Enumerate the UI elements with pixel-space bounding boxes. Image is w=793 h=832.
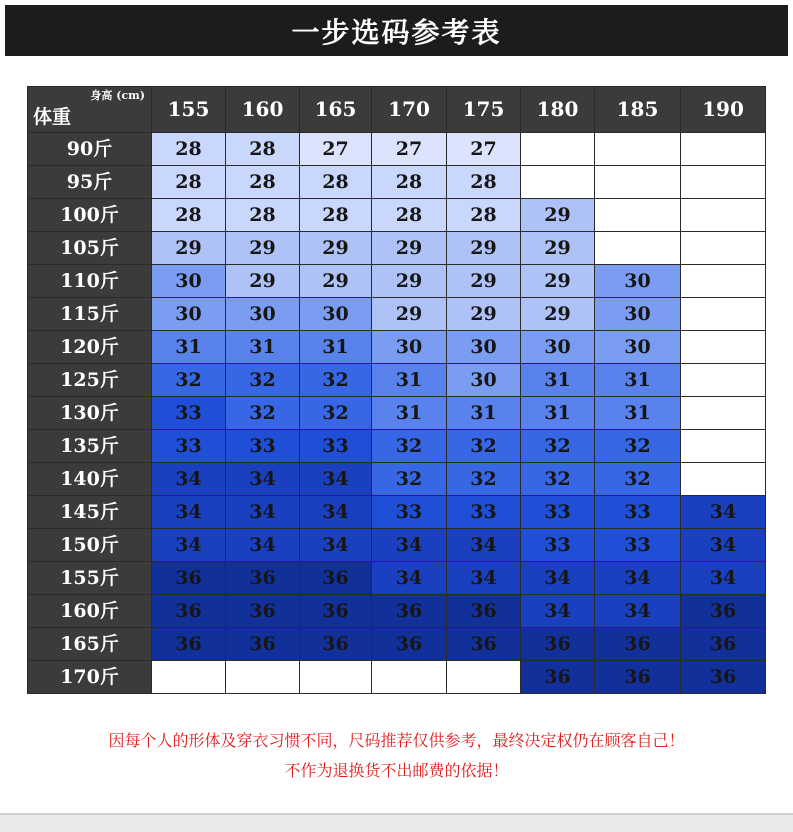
size-cell: 34 [521, 595, 595, 628]
size-cell: 32 [300, 364, 372, 397]
height-header-175: 175 [447, 87, 521, 133]
table-row [28, 529, 766, 562]
size-cell: 29 [521, 265, 595, 298]
size-cell: 33 [152, 430, 226, 463]
size-cell: 28 [226, 199, 300, 232]
table-row [28, 298, 766, 331]
size-cell: 28 [226, 133, 300, 166]
table-row [28, 364, 766, 397]
empty-cell [595, 199, 681, 232]
page-title: 一步选码参考表 [5, 5, 788, 56]
size-chart-table [27, 86, 766, 694]
empty-cell [681, 430, 766, 463]
size-cell: 28 [372, 199, 447, 232]
size-cell: 34 [152, 463, 226, 496]
empty-cell [681, 298, 766, 331]
size-cell: 34 [300, 529, 372, 562]
table-row [28, 199, 766, 232]
size-cell: 29 [521, 232, 595, 265]
empty-cell [681, 364, 766, 397]
size-cell: 32 [226, 397, 300, 430]
size-cell: 31 [447, 397, 521, 430]
weight-label: 160斤 [28, 595, 152, 628]
size-cell: 29 [447, 298, 521, 331]
size-cell: 36 [681, 661, 766, 694]
size-cell: 36 [372, 628, 447, 661]
size-cell: 34 [226, 463, 300, 496]
size-cell: 32 [595, 463, 681, 496]
size-cell: 31 [226, 331, 300, 364]
size-cell: 30 [300, 298, 372, 331]
size-cell: 34 [372, 529, 447, 562]
size-cell: 30 [447, 331, 521, 364]
size-cell: 33 [521, 529, 595, 562]
size-cell: 33 [595, 496, 681, 529]
weight-label: 135斤 [28, 430, 152, 463]
size-cell: 33 [595, 529, 681, 562]
size-cell: 28 [152, 199, 226, 232]
disclaimer-line-1: 因每个人的形体及穿衣习惯不同，尺码推荐仅供参考，最终决定权仍在顾客自己！ [108, 731, 685, 750]
size-cell: 31 [372, 397, 447, 430]
height-header-190: 190 [681, 87, 766, 133]
corner-header-cell [28, 87, 152, 133]
size-cell: 36 [152, 595, 226, 628]
size-cell: 31 [595, 364, 681, 397]
size-cell: 36 [152, 628, 226, 661]
size-cell: 36 [595, 628, 681, 661]
weight-label: 130斤 [28, 397, 152, 430]
size-cell: 29 [226, 232, 300, 265]
size-cell: 33 [521, 496, 595, 529]
size-cell: 30 [595, 298, 681, 331]
weight-label: 115斤 [28, 298, 152, 331]
size-cell: 34 [226, 529, 300, 562]
size-cell: 29 [447, 232, 521, 265]
empty-cell [681, 232, 766, 265]
size-cell: 31 [152, 331, 226, 364]
size-cell: 29 [300, 265, 372, 298]
table-row [28, 562, 766, 595]
size-cell: 32 [447, 463, 521, 496]
size-cell: 31 [521, 397, 595, 430]
size-cell: 33 [152, 397, 226, 430]
size-cell: 30 [152, 265, 226, 298]
size-cell: 29 [372, 265, 447, 298]
size-cell: 28 [372, 166, 447, 199]
height-header-row [28, 87, 766, 133]
empty-cell [681, 331, 766, 364]
weight-label: 105斤 [28, 232, 152, 265]
size-cell: 36 [521, 628, 595, 661]
empty-cell [681, 199, 766, 232]
size-cell: 30 [595, 331, 681, 364]
empty-cell [681, 133, 766, 166]
height-header-170: 170 [372, 87, 447, 133]
size-cell: 32 [521, 463, 595, 496]
size-cell: 34 [595, 562, 681, 595]
size-cell: 29 [521, 298, 595, 331]
size-cell: 32 [226, 364, 300, 397]
size-cell: 34 [447, 562, 521, 595]
size-cell: 30 [226, 298, 300, 331]
size-cell: 29 [521, 199, 595, 232]
size-cell: 34 [447, 529, 521, 562]
size-cell: 33 [447, 496, 521, 529]
height-header-155: 155 [152, 87, 226, 133]
empty-cell [521, 166, 595, 199]
height-axis-label: 身高 (cm) [90, 89, 145, 102]
height-header-185: 185 [595, 87, 681, 133]
empty-cell [681, 265, 766, 298]
size-cell: 27 [447, 133, 521, 166]
disclaimer-note [0, 726, 793, 786]
empty-cell [226, 661, 300, 694]
weight-label: 150斤 [28, 529, 152, 562]
table-row [28, 628, 766, 661]
disclaimer-line-2: 不作为退换货不出邮费的依据！ [284, 761, 509, 780]
weight-label: 120斤 [28, 331, 152, 364]
table-row [28, 595, 766, 628]
weight-axis-label: 体重 [33, 106, 72, 128]
size-cell: 31 [595, 397, 681, 430]
size-cell: 32 [372, 430, 447, 463]
weight-label: 145斤 [28, 496, 152, 529]
size-cell: 36 [681, 628, 766, 661]
weight-label: 90斤 [28, 133, 152, 166]
empty-cell [300, 661, 372, 694]
size-cell: 34 [681, 529, 766, 562]
empty-cell [595, 232, 681, 265]
size-cell: 30 [372, 331, 447, 364]
size-cell: 36 [226, 562, 300, 595]
size-cell: 32 [372, 463, 447, 496]
size-cell: 28 [300, 199, 372, 232]
weight-label: 100斤 [28, 199, 152, 232]
size-cell: 27 [300, 133, 372, 166]
size-cell: 36 [226, 595, 300, 628]
size-cell: 36 [372, 595, 447, 628]
empty-cell [152, 661, 226, 694]
size-cell: 36 [447, 628, 521, 661]
size-cell: 29 [372, 232, 447, 265]
table-row [28, 661, 766, 694]
size-cell: 36 [521, 661, 595, 694]
size-cell: 28 [152, 166, 226, 199]
empty-cell [595, 133, 681, 166]
size-cell: 36 [300, 628, 372, 661]
size-cell: 30 [521, 331, 595, 364]
size-cell: 36 [300, 562, 372, 595]
size-cell: 36 [447, 595, 521, 628]
size-cell: 31 [300, 331, 372, 364]
size-cell: 31 [372, 364, 447, 397]
empty-cell [681, 463, 766, 496]
empty-cell [595, 166, 681, 199]
table-row [28, 166, 766, 199]
size-cell: 34 [152, 529, 226, 562]
size-cell: 34 [300, 496, 372, 529]
table-row [28, 397, 766, 430]
size-cell: 29 [152, 232, 226, 265]
weight-label: 155斤 [28, 562, 152, 595]
table-row [28, 133, 766, 166]
size-cell: 34 [226, 496, 300, 529]
weight-label: 170斤 [28, 661, 152, 694]
size-cell: 33 [372, 496, 447, 529]
size-cell: 27 [372, 133, 447, 166]
size-cell: 32 [300, 397, 372, 430]
size-cell: 36 [595, 661, 681, 694]
size-cell: 32 [152, 364, 226, 397]
size-cell: 29 [300, 232, 372, 265]
size-cell: 28 [152, 133, 226, 166]
size-cell: 28 [300, 166, 372, 199]
size-cell: 31 [521, 364, 595, 397]
size-cell: 32 [595, 430, 681, 463]
size-cell: 30 [152, 298, 226, 331]
size-cell: 30 [447, 364, 521, 397]
height-header-180: 180 [521, 87, 595, 133]
height-header-160: 160 [226, 87, 300, 133]
empty-cell [372, 661, 447, 694]
size-cell: 30 [595, 265, 681, 298]
size-cell: 32 [521, 430, 595, 463]
size-cell: 28 [447, 166, 521, 199]
table-row [28, 265, 766, 298]
size-cell: 34 [152, 496, 226, 529]
size-cell: 29 [226, 265, 300, 298]
size-cell: 33 [300, 430, 372, 463]
size-cell: 29 [447, 265, 521, 298]
size-cell: 28 [226, 166, 300, 199]
size-cell: 34 [595, 595, 681, 628]
size-cell: 34 [300, 463, 372, 496]
size-cell: 34 [521, 562, 595, 595]
empty-cell [521, 133, 595, 166]
weight-label: 95斤 [28, 166, 152, 199]
size-cell: 32 [447, 430, 521, 463]
table-row [28, 496, 766, 529]
table-row [28, 463, 766, 496]
weight-label: 110斤 [28, 265, 152, 298]
size-cell: 34 [681, 562, 766, 595]
size-cell: 29 [372, 298, 447, 331]
size-cell: 36 [226, 628, 300, 661]
size-cell: 36 [300, 595, 372, 628]
table-row [28, 430, 766, 463]
empty-cell [447, 661, 521, 694]
footer-divider [0, 813, 793, 832]
size-cell: 28 [447, 199, 521, 232]
height-header-165: 165 [300, 87, 372, 133]
weight-label: 140斤 [28, 463, 152, 496]
empty-cell [681, 166, 766, 199]
size-cell: 36 [681, 595, 766, 628]
weight-label: 165斤 [28, 628, 152, 661]
size-cell: 34 [372, 562, 447, 595]
size-cell: 33 [226, 430, 300, 463]
size-cell: 34 [681, 496, 766, 529]
empty-cell [681, 397, 766, 430]
table-row [28, 331, 766, 364]
size-cell: 36 [152, 562, 226, 595]
weight-label: 125斤 [28, 364, 152, 397]
table-row [28, 232, 766, 265]
